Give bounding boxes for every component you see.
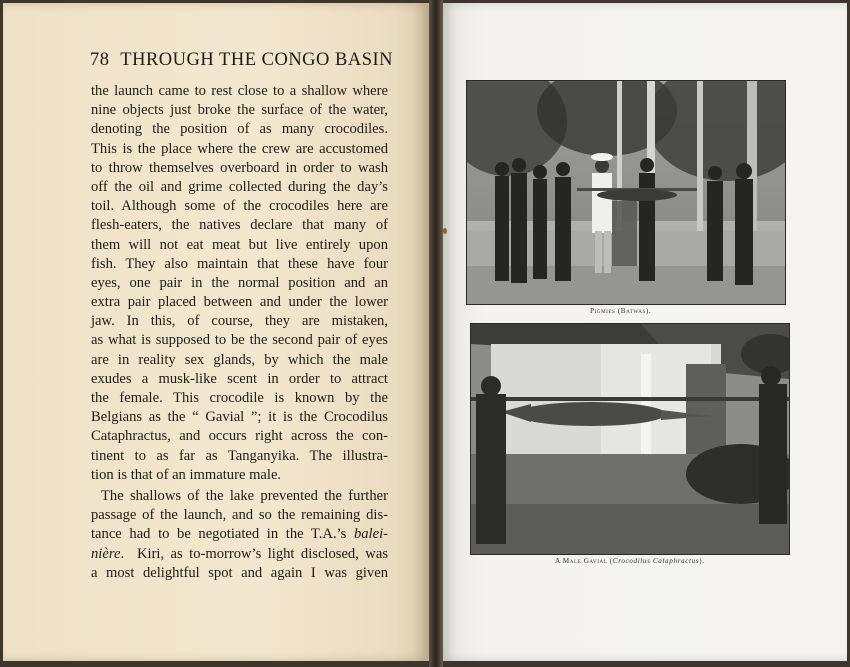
text-line: The shallows of the lake prevented the further (101, 487, 388, 504)
text-line: tion is that of an immature male. (91, 466, 282, 483)
italic-word: balei- (353, 526, 388, 543)
text-line: fish. They also maintain that these have four (91, 255, 388, 272)
text-line: exudes a musk-like scent in order to attract (91, 370, 388, 387)
text-fragment: . (120, 545, 137, 562)
text-fragment: Kiri, as to-morrow’s light disclosed, was (136, 545, 388, 562)
photo-gavial-caption (555, 557, 705, 565)
text-line: as what is supposed to be the second pair of eyes (91, 332, 388, 349)
book-title: THROUGH THE CONGO BASIN (120, 50, 394, 70)
italic-word: nière (91, 545, 121, 562)
text-line: flesh-eaters, the natives declare that many of (91, 217, 388, 234)
photo-gavial (470, 323, 790, 555)
caption-suffix: ). (699, 557, 705, 565)
running-head (90, 50, 394, 71)
text-line: nine objects just broke the surface of the water, (91, 102, 388, 119)
text-line: to throw themselves overboard in order to wash (91, 159, 388, 176)
photo-gavial-image (471, 324, 789, 554)
photo-pigmies-caption: Pigmies (Batwas). (590, 307, 652, 315)
photo-pigmies (466, 80, 786, 305)
text-line: jaw. In this, of course, they are mistaken, (91, 313, 388, 330)
text-line: are in reality sex glands, by which the male (91, 351, 388, 368)
text-line: extra pair placed between and under the lower (91, 294, 388, 311)
text-line: denoting the position of as many crocodiles. (91, 121, 388, 138)
page-number: 78 (90, 50, 110, 70)
text-line: Cataphractus, and occurs right across the con- (91, 428, 388, 445)
photo-pigmies-image (467, 81, 785, 304)
text-line: the launch came to rest close to a shallow where (91, 83, 388, 99)
caption-species: Crocodilus Cataphractus (612, 557, 700, 565)
body-text (91, 82, 388, 583)
text-line: Belgians as the “ Gavial ”; it is the Crocodilus (91, 409, 388, 426)
paper-stain (443, 228, 447, 234)
text-fragment: tance had to be negotiated in the T.A.’s (91, 526, 354, 543)
text-line: them will not eat meat but live entirely upon (91, 236, 388, 253)
text-line-with-italic (91, 545, 388, 564)
caption-prefix: A Male Gavial ( (555, 557, 613, 565)
book-gutter (429, 0, 443, 667)
text-line: toil. Although some of the crocodiles here are (91, 198, 388, 215)
text-line: a most delightful spot and again I was given (91, 564, 388, 581)
text-line: This is the place where the crew are accustomed (91, 140, 388, 157)
text-line-with-italic (91, 525, 388, 544)
text-line: the female. This crocodile is known by the (91, 390, 388, 406)
left-page (3, 3, 429, 661)
text-line: passage of the launch, and so the remaining dis- (91, 507, 388, 524)
text-line: off the oil and grime collected during the day’s (91, 178, 388, 195)
text-line: eyes, one pair in the normal position and an (91, 274, 388, 291)
text-line: tinent to as far as Tanganyika. The illustra- (91, 447, 388, 464)
